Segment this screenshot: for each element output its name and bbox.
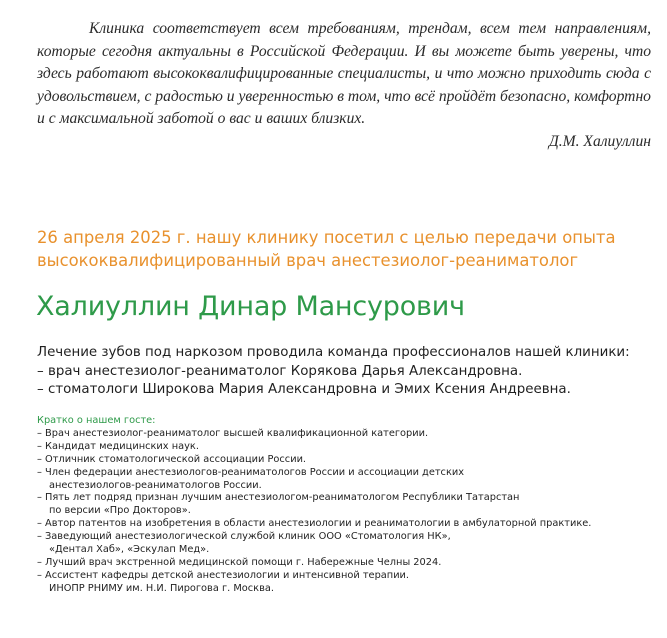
brief-line: ИНОПР РНИМУ им. Н.И. Пирогова г. Москва. bbox=[49, 582, 274, 594]
quote-text bbox=[37, 18, 651, 131]
team-intro: Лечение зубов под наркозом проводила команда профессионалов нашей клиники: bbox=[37, 345, 630, 360]
brief-line: – Автор патентов на изобретения в области анестезиологии и реаниматологии в амбулаторной практике. bbox=[37, 518, 592, 530]
quote-line: Клиника соответствует всем требованиям, трендам, всем bbox=[89, 20, 510, 37]
quote-author: Д.М. Халиуллин bbox=[548, 132, 651, 150]
brief-line: – Отличник стоматологической ассоциации России. bbox=[37, 453, 307, 465]
brief-line: – Заведующий анестезиологической службой клиник ООО «Стоматология НК», bbox=[37, 531, 451, 543]
brief-line: по версии «Про Докторов». bbox=[49, 505, 191, 517]
brief-line: – Пять лет подряд признан лучшим анестезиологом-реаниматологом Республики Татарстан bbox=[37, 492, 520, 504]
visit-line: 26 апреля 2025 г. нашу клинику посетил с целью передачи опыта bbox=[37, 228, 616, 247]
brief-line: – Лучший врач экстренной медицинской помощи г. Набережные Челны 2024. bbox=[37, 556, 442, 568]
doctor-name-heading: Халиуллин Динар Мансурович bbox=[36, 291, 465, 322]
visit-announcement bbox=[37, 226, 667, 272]
quote-line: высококвалифицированные специалисты, и что можно приходить bbox=[153, 65, 602, 83]
brief-line: – Член федерации анестезиологов-реаниматологов России и ассоциации детских bbox=[37, 466, 465, 478]
brief-line: – Ассистент кафедры детской анестезиологии и интенсивной терапии. bbox=[37, 569, 410, 581]
quote-line: Федерации. И вы можете быть уверены, что здесь работают bbox=[37, 42, 652, 83]
brief-line: «Дентал Хаб», «Эскулап Мед». bbox=[49, 544, 210, 556]
guest-brief bbox=[37, 415, 667, 596]
team-item: – врач анестезиолог-реаниматолог Корякова Дарья Александровна. bbox=[37, 363, 523, 379]
quote-line: пройдёт безопасно, комфортно и с максимальной заботой о вас и bbox=[37, 87, 651, 128]
brief-heading: Кратко о нашем госте: bbox=[37, 415, 156, 426]
brief-line: анестезиологов-реаниматологов России. bbox=[49, 479, 262, 491]
team-item: – стоматологи Широкова Мария Александровна и Эмих Ксения Андреевна. bbox=[37, 382, 571, 397]
quote-line: тем направлениям, которые сегодня актуальны в Российской bbox=[37, 20, 651, 60]
quote-block bbox=[37, 18, 651, 154]
visit-line: высококвалифицированный врач анестезиолог-реаниматолог bbox=[37, 251, 579, 270]
brief-line: – Кандидат медицинских наук. bbox=[37, 440, 199, 452]
quote-line: сюда с удовольствием, с радостью и уверенностью в том, что всё bbox=[37, 65, 651, 105]
quote-line: ваших близких. bbox=[266, 110, 366, 128]
brief-line: – Врач анестезиолог-реаниматолог высшей квалификационной категории. bbox=[37, 427, 429, 439]
team-block bbox=[37, 344, 667, 400]
